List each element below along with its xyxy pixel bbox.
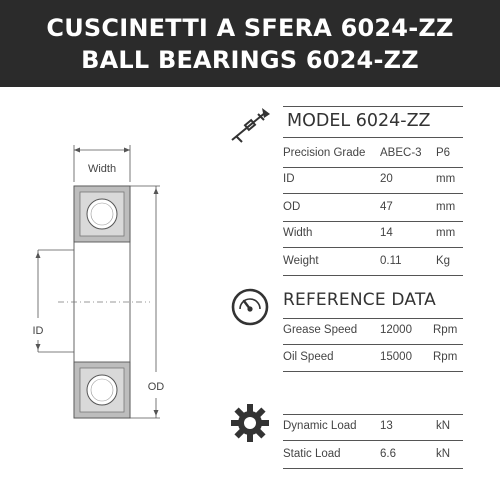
load-row [283,414,463,441]
spec-unit: mm [436,173,456,185]
reference-value: 12000 [380,324,412,336]
title-english: BALL BEARINGS 6024-ZZ [81,46,419,74]
load-value: 13 [380,420,393,432]
model-title: MODEL 6024-ZZ [287,111,431,131]
speedometer-icon [230,287,270,327]
spec-row [283,250,463,276]
gear-icon [229,402,271,444]
spec-label: OD [283,201,301,213]
caliper-icon [228,104,272,144]
id-label: ID [32,325,44,337]
spec-unit: mm [436,227,456,239]
spec-unit: P6 [436,147,451,159]
top-ball [87,199,117,229]
spec-value: 20 [380,173,393,185]
header-banner [0,0,500,87]
spec-unit: mm [436,201,456,213]
model-box [283,106,463,138]
reference-label: Oil Speed [283,351,334,363]
spec-label: ID [283,173,295,185]
load-unit: kN [436,448,451,460]
arrow-right [124,148,130,153]
spec-value: ABEC-3 [380,147,422,159]
spec-label: Weight [283,255,319,267]
spec-value: 14 [380,227,393,239]
reference-label: Grease Speed [283,324,358,336]
spec-value: 47 [380,201,393,213]
reference-row [283,346,463,372]
spec-row [283,222,463,248]
spec-label: Width [283,227,313,239]
load-label: Dynamic Load [283,420,357,432]
load-value: 6.6 [380,448,396,460]
reference-row [283,318,463,345]
bearing-drawing [0,87,240,500]
width-label: Width [87,163,117,175]
spec-row [283,142,463,168]
spec-unit: Kg [436,255,451,267]
spec-value: 0.11 [380,255,402,267]
od-label: OD [147,381,165,393]
reference-value: 15000 [380,351,412,363]
arrow-left [74,148,80,153]
load-unit: kN [436,420,451,432]
spec-row [283,168,463,194]
spec-label: Precision Grade [283,147,366,159]
reference-unit: Rpm [433,351,458,363]
reference-unit: Rpm [433,324,458,336]
spec-row [283,196,463,222]
reference-title: REFERENCE DATA [283,290,436,310]
title-italian: CUSCINETTI A SFERA 6024-ZZ [46,14,454,42]
load-label: Static Load [283,448,341,460]
bottom-ball [87,375,117,405]
load-row [283,443,463,469]
